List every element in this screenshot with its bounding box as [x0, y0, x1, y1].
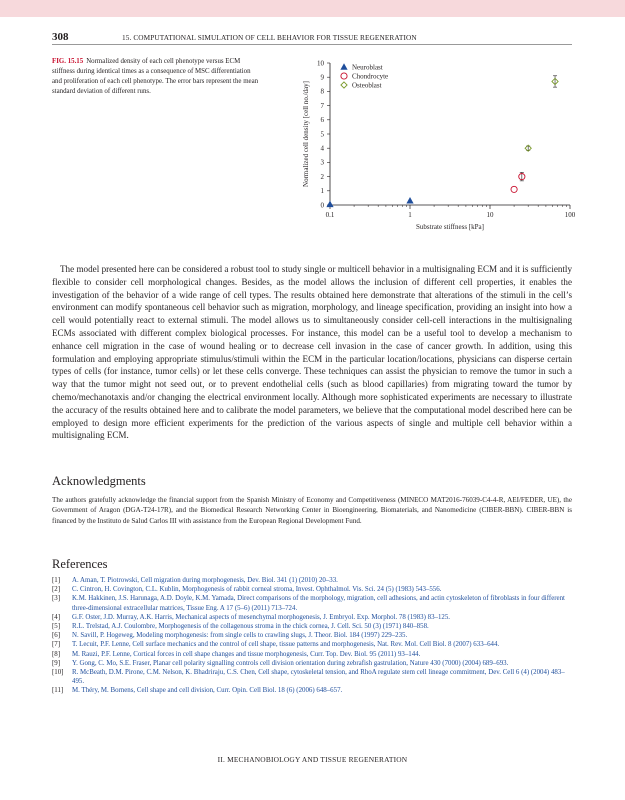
chart-legend [341, 63, 388, 89]
reference-number: [6] [52, 632, 61, 640]
reference-item [52, 631, 572, 640]
reference-item [52, 640, 572, 649]
legend-marker-osteoblast [341, 82, 347, 88]
body-paragraph: The model presented here can be considered a robust tool to study single or multicell behavior in a multisignaling ECM and it is sufficiently flexible to consider cell morphological changes. Besides, as the model allows the inclusion of different cell properties, it enables the investigation of the behavior of a wide range of cell types. The results obtained here demonstrate that alterations of the stimuli in the cell’s environment can modify spontaneous cell behavior such as migration, morphology, and lineage specification, providing an insight into how a cell would potentially react to external stimuli. The model allows us to simultaneously consider cell-cell interactions in the multisignaling ECMs associated with different complex biological processes. For instance, this model can be a useful tool to develop a mechanism to enhance cell migration in the case of wound healing or to decrease cell invasion in the case of cancer growth. In addition, using this formulation and employing appropriate stimulus/stimuli within the ECM in the particular location/locations, physicians can disperse certain types of cells (for instance, tumor cells) or let these cells converge. These techniques can assist the physician to remove the tumor in such a way that the tumor might not seed out, or to prevent endothelial cells (such as blood capillaries) from migrating toward the tumor by chemo/mechanotaxis and/or changing the electrical environment locally. Although more sophisticated experiments are necessary to illustrate the accuracy of the results obtained here and to calibrate the model parameters, we believe that the computational model described here can be employed to design more efficient experiments for the prediction of the various aspects of single and multiple cell behavior within a multisignaling ECM. [52, 264, 572, 441]
legend-label-chondrocyte: Chondrocyte [352, 72, 389, 81]
reference-link[interactable]: M. Théry, M. Bornens, Cell shape and cell division, Curr. Opin. Cell Biol. 18 (6) (2006) 648–657. [72, 687, 343, 695]
reference-link[interactable]: A. Aman, T. Piotrowski, Cell migration during morphogenesis, Dev. Biol. 341 (1) (2010) 20–33. [72, 577, 338, 584]
chart-points [327, 76, 558, 207]
reference-number: [9] [52, 659, 61, 667]
x-axis-label: Substrate stiffness [kPa] [416, 223, 484, 231]
figure-caption [52, 57, 260, 97]
x-tick-label: 10 [486, 211, 494, 219]
running-head: 15. COMPUTATIONAL SIMULATION OF CELL BEHAVIOR FOR TISSUE REGENERATION [122, 33, 417, 42]
page-footer: II. MECHANOBIOLOGY AND TISSUE REGENERATION [217, 755, 408, 764]
y-tick-label: 1 [320, 187, 324, 196]
x-tick-label: 1 [408, 211, 412, 219]
data-point-chondrocyte [511, 186, 517, 192]
acknowledgments-heading: Acknowledgments [52, 474, 146, 488]
page-number: 308 [52, 31, 69, 43]
reference-number: [8] [52, 650, 61, 658]
y-tick-label: 6 [320, 116, 324, 125]
reference-link[interactable]: R. McBeath, D.M. Pirone, C.M. Nelson, K. Bhadriraju, C.S. Chen, Cell shape, cytoskeletal tension, and RhoA regulate stem cell lineage commitment, Dev. Cell 6 (4) (2004) 483–495. [72, 669, 565, 686]
legend-label-neuroblast: Neuroblast [352, 63, 383, 72]
reference-item [52, 576, 572, 585]
reference-link[interactable]: M. Rauzi, P.F. Lenne, Cortical forces in cell shape changes and tissue morphogenesis, Curr. Top. Dev. Biol. 95 (2011) 93–144. [72, 650, 421, 658]
reference-item [52, 594, 572, 612]
reference-link[interactable]: R.L. Trelstad, A.J. Coulombre, Morphogenesis of the collagenous stroma in the chick cornea, J. Cell. Sci. 50 (3) (1971) 840–858. [72, 623, 429, 631]
reference-item [52, 668, 572, 686]
references-heading: References [52, 557, 108, 571]
reference-item [52, 650, 572, 659]
y-tick-label: 10 [317, 59, 324, 68]
reference-link[interactable]: T. Lecuit, P.F. Lenne, Cell surface mechanics and the control of cell shape, tissue patterns and morphogenesis, Nat. Rev. Mol. Cell Biol. 8 (2007) 633–644. [72, 641, 500, 649]
reference-item [52, 613, 572, 622]
y-tick-label: 9 [320, 73, 324, 82]
y-tick-label: 4 [320, 144, 324, 153]
reference-number: [10] [52, 669, 64, 677]
reference-number: [3] [52, 595, 61, 603]
figure-label: FIG. 15.15 [52, 58, 84, 65]
legend-label-osteoblast: Osteoblast [352, 81, 382, 90]
acknowledgments-text: The authors gratefully acknowledge the financial support from the Spanish Ministry of Economy and Competitiveness (MINECO MAT2016-76039-C4-4-R, AEI/FEDER, UE), the Government of Aragon (DGA-T24-17R), and the Biomedical Research Networking Center in Bioengineering, Biomaterials, and Nanomedicine (CIBER-BBN). CIBER-BBN is financed by the Instituto de Salud Carlos III with assistance from the European Regional Development Fund. [52, 496, 572, 525]
reference-number: [4] [52, 613, 61, 621]
x-tick-label: 100 [564, 211, 576, 219]
stiffness-density-chart [300, 55, 580, 240]
reference-number: [11] [52, 687, 64, 695]
reference-link[interactable]: G.F. Oster, J.D. Murray, A.K. Harris, Mechanical aspects of mesenchymal morphogenesis, J. Embryol. Exp. Morphol. 78 (1983) 83–125. [72, 613, 451, 621]
page-header [52, 31, 572, 45]
y-tick-label: 5 [320, 130, 324, 139]
data-point-neuroblast [407, 198, 413, 204]
reference-item [52, 585, 572, 594]
y-tick-label: 0 [320, 201, 324, 210]
reference-link[interactable]: C. Cintron, H. Covington, C.L. Kublin, Morphogenesis of rabbit corneal stroma, Invest. Ophthalmol. Vis. Sci. 24 (5) (1983) 543–556. [72, 586, 442, 594]
y-tick-label: 2 [320, 172, 324, 181]
reference-number: [1] [52, 577, 61, 584]
reference-number: [2] [52, 586, 61, 594]
reference-number: [5] [52, 623, 61, 631]
reference-link[interactable]: N. Savill, P. Hogeweg, Modeling morphogenesis: from single cells to crawling slugs, J. Theor. Biol. 184 (1997) 229–235. [72, 632, 408, 640]
references-list [52, 576, 572, 696]
y-tick-label: 7 [320, 101, 324, 110]
reference-number: [7] [52, 641, 61, 649]
reference-link[interactable]: K.M. Hakkinen, J.S. Harunaga, A.D. Doyle, K.M. Yamada, Direct comparisons of the morphology, migration, cell adhesions, and actin cytoskeleton of fibroblasts in four different three-dimensional extracellular matrices, Tissue Eng. A 17 (5–6) (2011) 713–724. [72, 595, 565, 612]
data-point-neuroblast [327, 201, 333, 207]
legend-marker-neuroblast [341, 64, 347, 70]
caption-text: Normalized density of each cell phenotype versus ECM stiffness during identical times as a consequence of MSC differentiation and proliferation of each cell phenotype. The error bars represent the mean standard deviation of different runs. [52, 58, 259, 95]
reference-item [52, 659, 572, 668]
x-tick-label: 0.1 [325, 211, 335, 219]
reference-link[interactable]: Y. Gong, C. Mo, S.E. Fraser, Planar cell polarity signalling controls cell division orientation during zebrafish gastrulation, Nature 430 (7000) (2004) 689–693. [72, 659, 509, 667]
header-rule [52, 44, 572, 45]
y-tick-label: 3 [320, 158, 324, 167]
reference-item [52, 622, 572, 631]
top-color-band [0, 0, 625, 17]
y-tick-label: 8 [320, 87, 324, 96]
legend-marker-chondrocyte [341, 73, 347, 79]
reference-item [52, 686, 572, 695]
y-axis-label: Normalized cell density [cell no./day] [302, 81, 310, 187]
